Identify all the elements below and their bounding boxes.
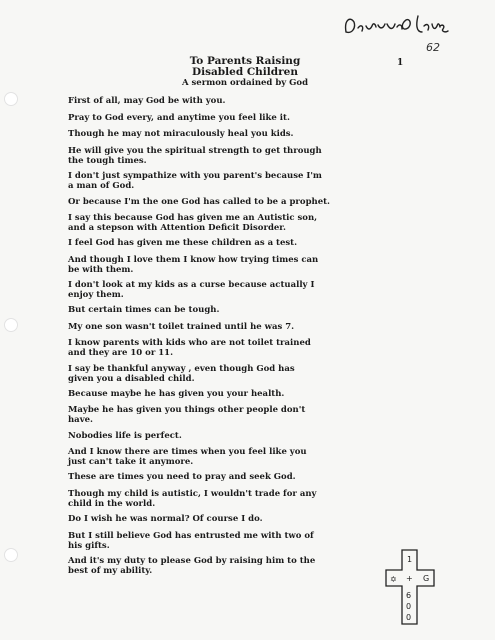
page-number: 1 bbox=[397, 58, 404, 68]
paragraph: These are times you need to pray and seek God. bbox=[68, 472, 296, 482]
paragraph: My one son wasn't toilet trained until he was 7. bbox=[68, 322, 295, 332]
hole-punch bbox=[4, 548, 18, 562]
paragraph: Maybe he has given you things other people don't have. bbox=[68, 405, 306, 425]
paragraph: Or because I'm the one God has called to be a prophet. bbox=[68, 197, 330, 207]
paragraph: Do I wish he was normal? Of course I do. bbox=[68, 514, 263, 524]
paragraph: But I still believe God has entrusted me with two of his gifts. bbox=[68, 531, 314, 551]
title-line-1: To Parents Raising bbox=[189, 55, 301, 67]
paragraph: Because maybe he has given you your health. bbox=[68, 389, 285, 399]
paragraph: I know parents with kids who are not toilet trained and they are 10 or 11. bbox=[68, 338, 311, 358]
cross-text-lower: 0 bbox=[406, 613, 412, 622]
pencil-page-number: 62 bbox=[426, 41, 440, 54]
hole-punch bbox=[4, 318, 18, 332]
paragraph: I say be thankful anyway , even though God has given you a disabled child. bbox=[68, 364, 295, 384]
subtitle: A sermon ordained by God bbox=[181, 78, 309, 88]
paragraph: Pray to God every, and anytime you feel like it. bbox=[68, 113, 290, 123]
paragraph: And though I love them I know how trying times can be with them. bbox=[68, 255, 319, 275]
cross-text-lower: 6 bbox=[406, 591, 412, 600]
paragraph: And I know there are times when you feel like you just can't take it anymore. bbox=[68, 447, 307, 467]
hand-drawn-cross bbox=[384, 548, 436, 626]
cross-text-center: + bbox=[406, 574, 413, 583]
paragraph: Though my child is autistic, I wouldn't trade for any child in the world. bbox=[68, 489, 317, 509]
hole-punch bbox=[4, 92, 18, 106]
paragraph: I don't just sympathize with you parent's because I'm a man of God. bbox=[68, 171, 322, 191]
cross-text-right: G bbox=[423, 574, 430, 583]
cross-text-lower: 0 bbox=[406, 602, 412, 611]
paragraph: I feel God has given me these children as a test. bbox=[68, 238, 298, 248]
paragraph: He will give you the spiritual strength to get through the tough times. bbox=[68, 146, 322, 166]
paragraph: I say this because God has given me an Autistic son, and a stepson with Attention Deficit Disorder. bbox=[68, 213, 318, 233]
paragraph: Though he may not miraculously heal you kids. bbox=[68, 129, 294, 139]
star-of-david-icon: ✡ bbox=[390, 575, 397, 584]
paragraph: And it's my duty to please God by raising him to the best of my ability. bbox=[68, 556, 316, 576]
cross-text-top: 1 bbox=[407, 555, 413, 564]
handwritten-signature bbox=[340, 12, 450, 38]
paragraph: Nobodies life is perfect. bbox=[68, 431, 182, 441]
title-block bbox=[130, 56, 360, 88]
paragraph: But certain times can be tough. bbox=[68, 305, 220, 315]
paragraph: First of all, may God be with you. bbox=[68, 96, 226, 106]
title-line-2: Disabled Children bbox=[192, 66, 298, 78]
paragraph: I don't look at my kids as a curse because actually I enjoy them. bbox=[68, 280, 315, 300]
